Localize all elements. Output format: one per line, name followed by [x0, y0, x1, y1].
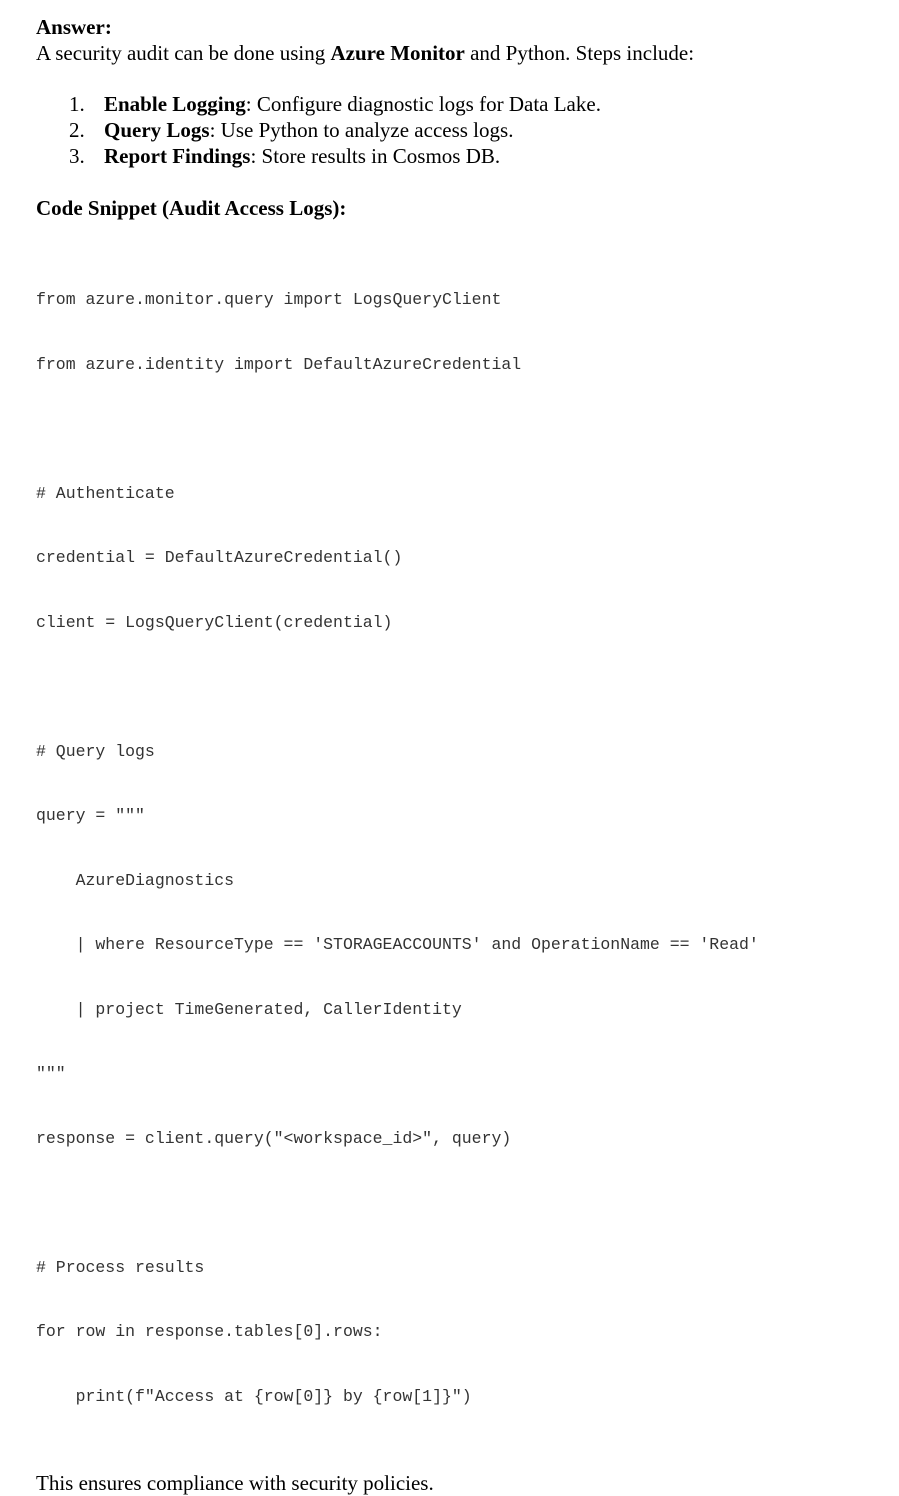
step-item: [36, 143, 876, 169]
code-line: from azure.monitor.query import LogsQueryClient: [36, 290, 502, 309]
code-line: AzureDiagnostics: [36, 870, 235, 890]
step-item: [36, 117, 876, 143]
step-number: 1.: [69, 92, 85, 116]
step-text: : Use Python to analyze access logs.: [209, 118, 514, 142]
step-text: : Store results in Cosmos DB.: [250, 144, 501, 168]
code-line: response = client.query("<workspace_id>", query): [36, 1128, 512, 1148]
code-line: | project TimeGenerated, CallerIdentity: [36, 999, 462, 1019]
intro-suffix: and Python. Steps include:: [464, 41, 695, 65]
closing-paragraph: This ensures compliance with security policies.: [36, 1471, 434, 1495]
code-line: [36, 676, 876, 698]
code-line: | where ResourceType == 'STORAGEACCOUNTS' and OperationName == 'Read': [36, 935, 759, 954]
answer-heading: Answer:: [36, 15, 112, 39]
code-heading: Code Snippet (Audit Access Logs):: [36, 196, 347, 220]
step-title: Query Logs: [104, 118, 210, 142]
intro-paragraph: [36, 40, 876, 66]
step-number: 2.: [69, 118, 85, 142]
code-line: for row in response.tables[0].rows:: [36, 1322, 383, 1341]
code-line: # Process results: [36, 1257, 205, 1277]
code-line: # Authenticate: [36, 483, 175, 503]
code-line: from azure.identity import DefaultAzureCredential: [36, 354, 522, 374]
step-item: [36, 91, 876, 117]
code-line: [36, 418, 876, 440]
code-block: [36, 246, 876, 1450]
step-text: : Configure diagnostic logs for Data Lake.: [245, 92, 601, 116]
code-line: print(f"Access at {row[0]} by {row[1]}"): [36, 1386, 472, 1406]
steps-list: [36, 91, 876, 169]
code-line: client = LogsQueryClient(credential): [36, 612, 393, 632]
intro-bold-term: Azure Monitor: [330, 41, 465, 65]
step-title: Report Findings: [104, 144, 251, 168]
step-title: Enable Logging: [104, 92, 246, 116]
code-line: """: [36, 1064, 66, 1083]
intro-prefix: A security audit can be done using: [36, 41, 331, 65]
step-number: 3.: [69, 144, 85, 168]
code-line: query = """: [36, 806, 145, 825]
code-line: credential = DefaultAzureCredential(): [36, 548, 403, 567]
code-line: [36, 1192, 876, 1214]
code-line: # Query logs: [36, 741, 155, 761]
document: [36, 14, 876, 1496]
